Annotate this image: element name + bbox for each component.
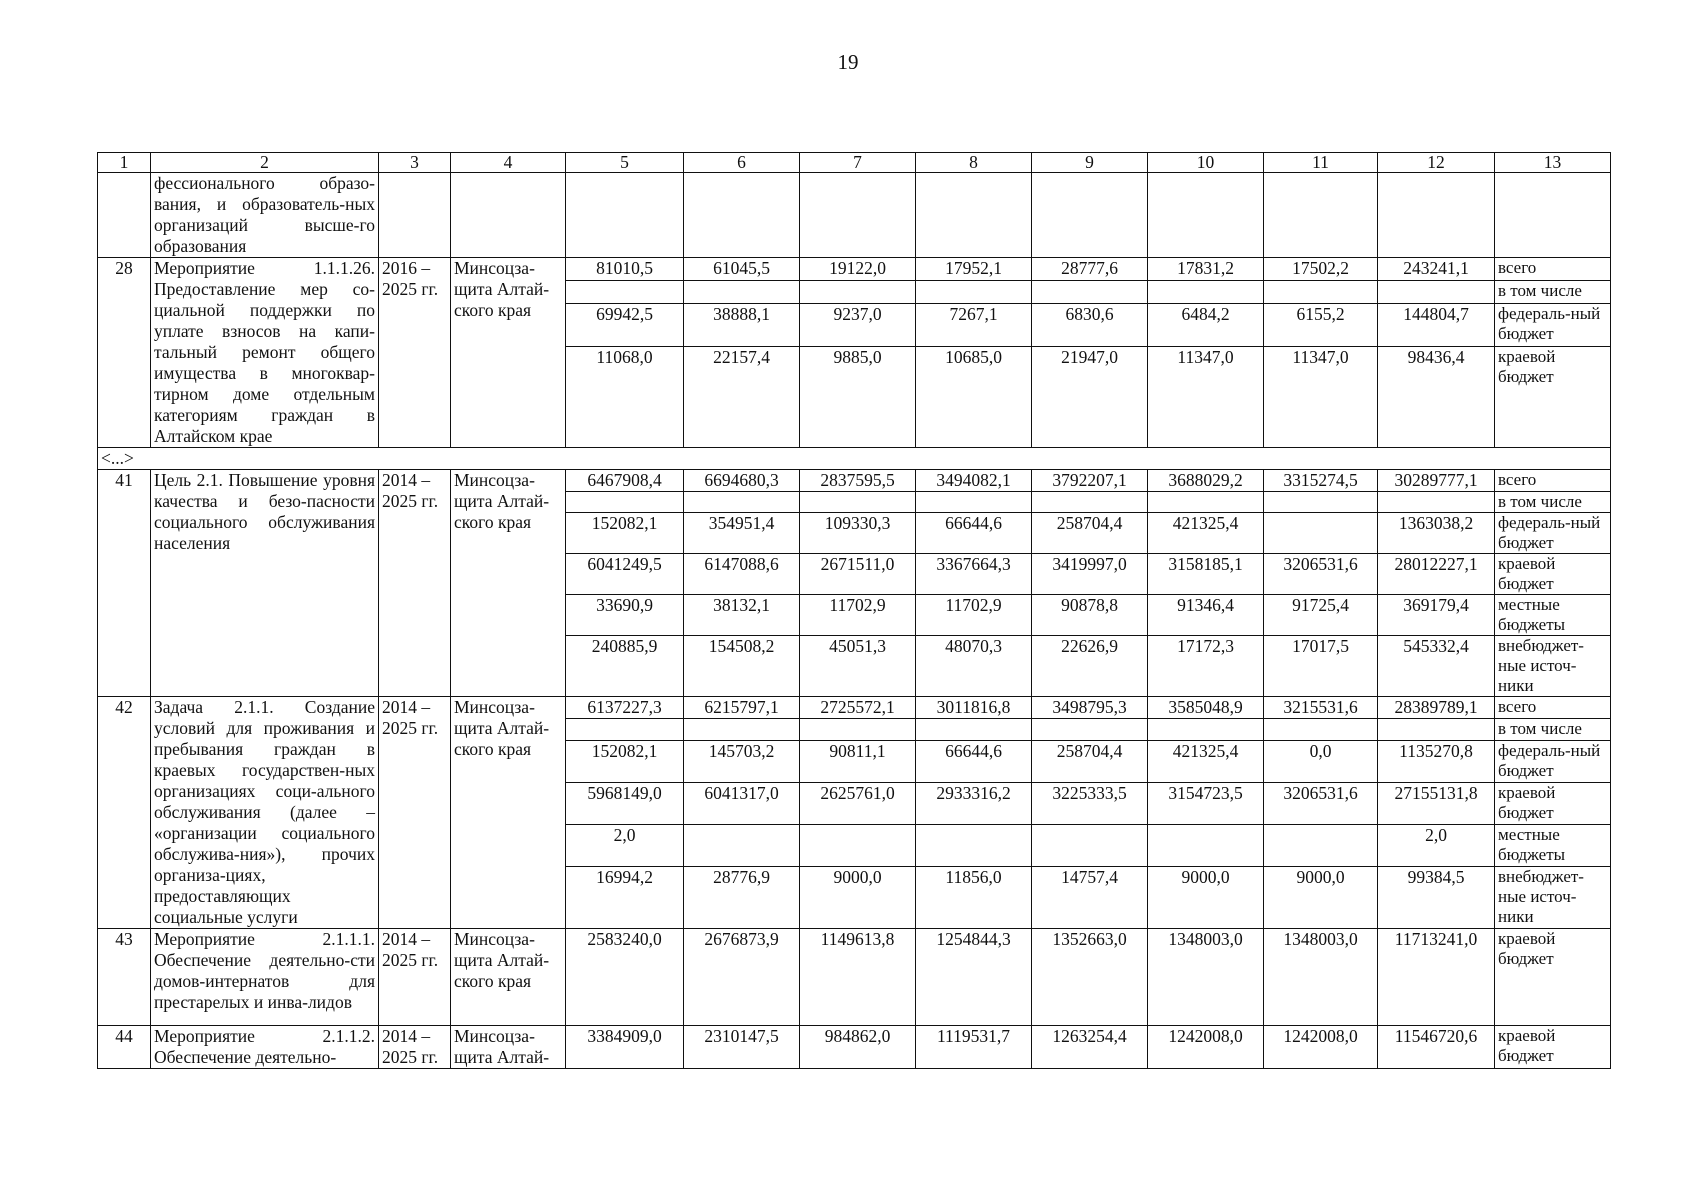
table-row [98,697,1611,719]
value-cell: 17502,2 [1264,258,1378,281]
value-cell: 144804,7 [1378,303,1495,347]
value-cell [1264,719,1378,740]
empty-cell [800,173,916,258]
value-cell: 17952,1 [916,258,1032,281]
value-cell: 38132,1 [684,595,800,636]
value-cell: 38888,1 [684,303,800,347]
value-cell [684,492,800,513]
value-cell: 98436,4 [1378,347,1495,448]
column-header: 13 [1495,153,1611,173]
value-cell: 1135270,8 [1378,740,1495,782]
value-cell: 17172,3 [1148,636,1264,697]
value-cell: 243241,1 [1378,258,1495,281]
value-cell: 3384909,0 [566,1026,684,1069]
funding-source-label: федераль-ный бюджет [1495,740,1611,782]
value-cell: 28776,9 [684,866,800,928]
value-cell: 11713241,0 [1378,929,1495,1026]
row-name: Мероприятие 2.1.1.2. Обеспечение деятельно- [151,1026,379,1069]
value-cell: 91725,4 [1264,595,1378,636]
value-cell: 2310147,5 [684,1026,800,1069]
value-cell [916,492,1032,513]
empty-cell [684,173,800,258]
column-header: 7 [800,153,916,173]
funding-source-label: краевой бюджет [1495,347,1611,448]
funding-source-label: федераль-ный бюджет [1495,303,1611,347]
value-cell: 11856,0 [916,866,1032,928]
value-cell: 1254844,3 [916,929,1032,1026]
value-cell: 1348003,0 [1148,929,1264,1026]
value-cell [1264,824,1378,866]
value-cell [1148,281,1264,303]
row-executor: Минсоцза-щита Алтай-ского края [451,470,566,697]
value-cell: 48070,3 [916,636,1032,697]
value-cell [916,824,1032,866]
value-cell: 1242008,0 [1264,1026,1378,1069]
table-row [98,258,1611,281]
row-executor: Минсоцза-щита Алтай-ского края [451,697,566,929]
value-cell [684,281,800,303]
funding-source-label: краевой бюджет [1495,554,1611,595]
empty-cell [916,173,1032,258]
value-cell: 354951,4 [684,513,800,554]
row-years: 2014 – 2025 гг. [379,470,451,697]
value-cell: 0,0 [1264,740,1378,782]
value-cell: 3206531,6 [1264,782,1378,824]
value-cell: 11702,9 [800,595,916,636]
page-number: 19 [837,50,859,74]
value-cell: 3315274,5 [1264,470,1378,492]
funding-source-label: местные бюджеты [1495,824,1611,866]
funding-source-label: краевой бюджет [1495,1026,1611,1069]
value-cell: 90878,8 [1032,595,1148,636]
value-cell [1264,281,1378,303]
funding-source-label: краевой бюджет [1495,782,1611,824]
row-executor: Минсоцза-щита Алтай-ского края [451,258,566,448]
empty-cell [1378,173,1495,258]
funding-source-label: краевой бюджет [1495,929,1611,1026]
value-cell [566,492,684,513]
value-cell: 6137227,3 [566,697,684,719]
value-cell: 22157,4 [684,347,800,448]
value-cell [1378,281,1495,303]
value-cell: 3792207,1 [1032,470,1148,492]
value-cell: 258704,4 [1032,740,1148,782]
column-header: 3 [379,153,451,173]
column-header: 2 [151,153,379,173]
column-header: 1 [98,153,151,173]
row-number: 41 [98,470,151,697]
funding-source-label: всего [1495,697,1611,719]
value-cell: 145703,2 [684,740,800,782]
value-cell [1264,492,1378,513]
row-number: 28 [98,258,151,448]
value-cell: 6694680,3 [684,470,800,492]
value-cell: 2,0 [1378,824,1495,866]
value-cell [1264,513,1378,554]
value-cell: 2625761,0 [800,782,916,824]
value-cell: 28777,6 [1032,258,1148,281]
row-years: 2016 – 2025 гг. [379,258,451,448]
value-cell: 2671511,0 [800,554,916,595]
value-cell: 1149613,8 [800,929,916,1026]
column-header: 12 [1378,153,1495,173]
table-row [98,1026,1611,1069]
empty-cell [566,173,684,258]
value-cell: 21947,0 [1032,347,1148,448]
continuation-text: фессионального образо-вания, и образователь-ных организаций высше-го образования [151,173,379,258]
column-header: 8 [916,153,1032,173]
row-name: Мероприятие 2.1.1.1. Обеспечение деятельно-сти домов-интернатов для престарелых и инва-лидов [151,929,379,1026]
value-cell [916,719,1032,740]
value-cell: 2933316,2 [916,782,1032,824]
value-cell: 3367664,3 [916,554,1032,595]
value-cell: 27155131,8 [1378,782,1495,824]
value-cell [1148,492,1264,513]
row-name: Мероприятие 1.1.1.26. Предоставление мер со-циальной поддержки по уплате взносов на капи-тальный ремонт общего имущества в многоквар-тирном доме отдельным категориям граждан в Алтайском крае [151,258,379,448]
table-row [98,929,1611,1026]
value-cell [1148,824,1264,866]
value-cell: 28012227,1 [1378,554,1495,595]
value-cell: 9237,0 [800,303,916,347]
value-cell: 3206531,6 [1264,554,1378,595]
value-cell: 17831,2 [1148,258,1264,281]
value-cell: 17017,5 [1264,636,1378,697]
value-cell [916,281,1032,303]
funding-source-label: федераль-ный бюджет [1495,513,1611,554]
row-number: 44 [98,1026,151,1069]
value-cell [1378,492,1495,513]
header-row [98,153,1611,173]
value-cell [800,824,916,866]
value-cell: 9000,0 [1264,866,1378,928]
row-name: Задача 2.1.1. Создание условий для проживания и пребывания граждан в краевых государствен-ных организациях соци-ального обслуживания (далее – «организации социального обслужива-ния»), прочих организа-циях, предоставляющих социальные услуги [151,697,379,929]
row-name: Цель 2.1. Повышение уровня качества и безо-пасности социального обслуживания населения [151,470,379,697]
value-cell: 240885,9 [566,636,684,697]
value-cell: 11068,0 [566,347,684,448]
column-header: 6 [684,153,800,173]
funding-source-label: в том числе [1495,281,1611,303]
funding-source-label: всего [1495,470,1611,492]
value-cell: 2837595,5 [800,470,916,492]
row-executor: Минсоцза-щита Алтай- [451,1026,566,1069]
value-cell: 22626,9 [1032,636,1148,697]
value-cell [1032,719,1148,740]
value-cell [1148,719,1264,740]
value-cell: 1119531,7 [916,1026,1032,1069]
value-cell: 6467908,4 [566,470,684,492]
value-cell: 2725572,1 [800,697,916,719]
value-cell: 6155,2 [1264,303,1378,347]
value-cell: 421325,4 [1148,513,1264,554]
value-cell [684,719,800,740]
value-cell: 66644,6 [916,513,1032,554]
value-cell: 3225333,5 [1032,782,1148,824]
value-cell: 2583240,0 [566,929,684,1026]
value-cell: 19122,0 [800,258,916,281]
value-cell [800,719,916,740]
empty-cell [1032,173,1148,258]
value-cell [1032,824,1148,866]
value-cell: 1348003,0 [1264,929,1378,1026]
value-cell: 16994,2 [566,866,684,928]
value-cell: 6041317,0 [684,782,800,824]
value-cell: 11347,0 [1264,347,1378,448]
value-cell: 545332,4 [1378,636,1495,697]
column-header: 11 [1264,153,1378,173]
funding-source-label: местные бюджеты [1495,595,1611,636]
value-cell: 11546720,6 [1378,1026,1495,1069]
value-cell: 11347,0 [1148,347,1264,448]
value-cell [1378,719,1495,740]
value-cell [566,719,684,740]
value-cell [1032,492,1148,513]
value-cell: 3154723,5 [1148,782,1264,824]
table-row [98,470,1611,492]
funding-source-label: в том числе [1495,492,1611,513]
value-cell: 3215531,6 [1264,697,1378,719]
value-cell: 14757,4 [1032,866,1148,928]
value-cell: 1352663,0 [1032,929,1148,1026]
value-cell: 2676873,9 [684,929,800,1026]
value-cell: 1242008,0 [1148,1026,1264,1069]
value-cell: 3158185,1 [1148,554,1264,595]
column-header: 9 [1032,153,1148,173]
value-cell: 28389789,1 [1378,697,1495,719]
value-cell: 7267,1 [916,303,1032,347]
value-cell: 109330,3 [800,513,916,554]
ellipsis-marker: <...> [98,448,1611,470]
value-cell: 91346,4 [1148,595,1264,636]
row-number: 42 [98,697,151,929]
value-cell: 33690,9 [566,595,684,636]
budget-table [97,152,1611,1069]
value-cell: 3498795,3 [1032,697,1148,719]
row-years: 2014 – 2025 гг. [379,1026,451,1069]
value-cell: 6830,6 [1032,303,1148,347]
funding-source-label: внебюджет-ные источ-ники [1495,636,1611,697]
column-header: 4 [451,153,566,173]
value-cell: 30289777,1 [1378,470,1495,492]
value-cell [566,281,684,303]
column-header: 10 [1148,153,1264,173]
row-number: 43 [98,929,151,1026]
value-cell: 3494082,1 [916,470,1032,492]
row-number-cell [98,173,151,258]
funding-source-label: всего [1495,258,1611,281]
value-cell: 984862,0 [800,1026,916,1069]
value-cell: 3419997,0 [1032,554,1148,595]
value-cell: 3011816,8 [916,697,1032,719]
value-cell: 11702,9 [916,595,1032,636]
value-cell: 6147088,6 [684,554,800,595]
funding-source-label: внебюджет-ные источ-ники [1495,866,1611,928]
value-cell: 3585048,9 [1148,697,1264,719]
value-cell [684,824,800,866]
ellipsis-row [98,448,1611,470]
empty-cell [1495,173,1611,258]
value-cell: 45051,3 [800,636,916,697]
value-cell: 258704,4 [1032,513,1148,554]
value-cell: 81010,5 [566,258,684,281]
column-header: 5 [566,153,684,173]
value-cell: 421325,4 [1148,740,1264,782]
value-cell [800,281,916,303]
value-cell: 3688029,2 [1148,470,1264,492]
value-cell [1032,281,1148,303]
value-cell: 10685,0 [916,347,1032,448]
value-cell: 154508,2 [684,636,800,697]
value-cell: 152082,1 [566,740,684,782]
value-cell: 369179,4 [1378,595,1495,636]
value-cell: 69942,5 [566,303,684,347]
value-cell: 1363038,2 [1378,513,1495,554]
value-cell: 9885,0 [800,347,916,448]
continuation-row [98,173,1611,258]
empty-cell [1148,173,1264,258]
value-cell: 6041249,5 [566,554,684,595]
value-cell: 5968149,0 [566,782,684,824]
value-cell: 1263254,4 [1032,1026,1148,1069]
value-cell: 6215797,1 [684,697,800,719]
row-years: 2014 – 2025 гг. [379,929,451,1026]
value-cell: 152082,1 [566,513,684,554]
funding-source-label: в том числе [1495,719,1611,740]
value-cell [800,492,916,513]
value-cell: 61045,5 [684,258,800,281]
value-cell: 66644,6 [916,740,1032,782]
row-years: 2014 – 2025 гг. [379,697,451,929]
row-executor: Минсоцза-щита Алтай-ского края [451,929,566,1026]
empty-cell [451,173,566,258]
value-cell: 99384,5 [1378,866,1495,928]
value-cell: 2,0 [566,824,684,866]
empty-cell [379,173,451,258]
value-cell: 9000,0 [800,866,916,928]
value-cell: 6484,2 [1148,303,1264,347]
value-cell: 90811,1 [800,740,916,782]
empty-cell [1264,173,1378,258]
value-cell: 9000,0 [1148,866,1264,928]
